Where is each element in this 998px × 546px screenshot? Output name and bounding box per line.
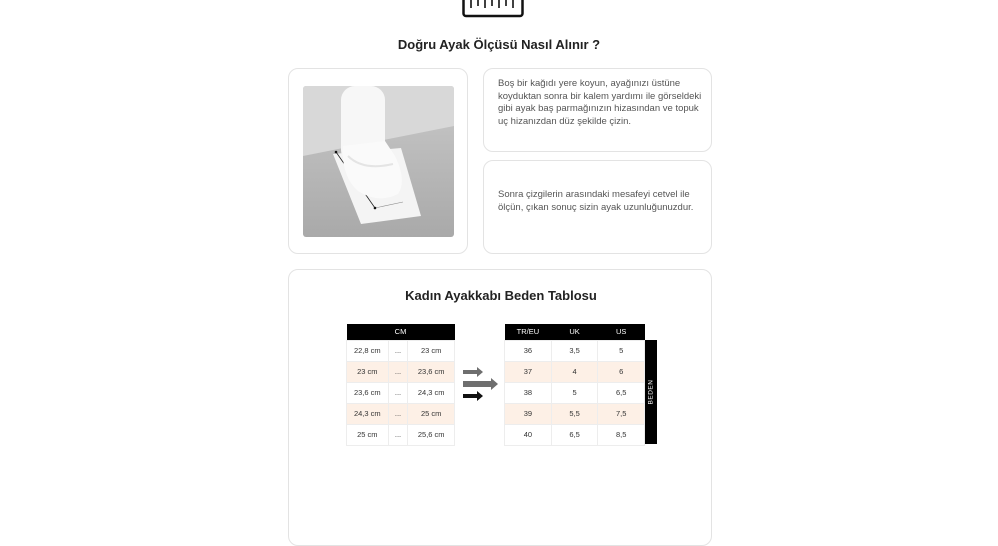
step-2-card xyxy=(483,160,712,254)
arrows-right-icon xyxy=(463,367,499,403)
table-row xyxy=(505,382,645,403)
cm-header: CM xyxy=(347,324,455,340)
cm-sep: ... xyxy=(388,424,408,445)
cm-to: 23 cm xyxy=(408,340,455,361)
col-header-tr-eu: TR/EU xyxy=(505,324,552,340)
size-uk: 3,5 xyxy=(551,340,598,361)
size-table-card xyxy=(288,269,712,546)
cm-from: 23 cm xyxy=(347,361,389,382)
cm-from: 23,6 cm xyxy=(347,382,389,403)
size-us: 7,5 xyxy=(598,403,645,424)
table-row xyxy=(505,424,645,445)
cm-sep: ... xyxy=(388,382,408,403)
beden-side-bar xyxy=(645,340,657,444)
cm-to: 25 cm xyxy=(408,403,455,424)
size-us: 6 xyxy=(598,361,645,382)
ruler-icon xyxy=(462,0,524,18)
cm-sep: ... xyxy=(388,403,408,424)
size-tr-eu: 38 xyxy=(505,382,552,403)
size-uk: 6,5 xyxy=(551,424,598,445)
cm-from: 24,3 cm xyxy=(347,403,389,424)
table-row xyxy=(347,382,455,403)
table-row xyxy=(505,340,645,361)
foot-photo-card xyxy=(288,68,468,254)
step-2-text: Sonra çizgilerin arasındaki mesafeyi cetvel ile ölçün, çıkan sonuç sizin ayak uzunluğunuzdur. xyxy=(498,189,694,213)
table-row xyxy=(347,403,455,424)
cm-to: 25,6 cm xyxy=(408,424,455,445)
table-row xyxy=(505,361,645,382)
col-header-us: US xyxy=(598,324,645,340)
size-tr-eu: 37 xyxy=(505,361,552,382)
step-1-text: Boş bir kağıdı yere koyun, ayağınızı üstüne koyduktan sonra bir kalem yardımı ile görseldeki gibi ayak baş parmağınızın hizasından ve topuk uç hizanızdan düz şekilde çizin. xyxy=(498,78,702,127)
foot-measure-photo xyxy=(303,86,454,237)
cm-table xyxy=(346,324,455,446)
size-table-title: Kadın Ayakkabı Beden Tablosu xyxy=(405,288,597,303)
size-us: 6,5 xyxy=(598,382,645,403)
table-row xyxy=(505,403,645,424)
cm-to: 24,3 cm xyxy=(408,382,455,403)
size-us: 5 xyxy=(598,340,645,361)
size-uk: 5,5 xyxy=(551,403,598,424)
cm-sep: ... xyxy=(388,361,408,382)
size-tr-eu: 39 xyxy=(505,403,552,424)
cm-to: 23,6 cm xyxy=(408,361,455,382)
size-uk: 4 xyxy=(551,361,598,382)
col-header-uk: UK xyxy=(551,324,598,340)
step-1-card xyxy=(483,68,712,152)
size-tr-eu: 40 xyxy=(505,424,552,445)
cm-from: 25 cm xyxy=(347,424,389,445)
beden-label: BEDEN xyxy=(647,379,655,405)
cm-sep: ... xyxy=(388,340,408,361)
size-uk: 5 xyxy=(551,382,598,403)
table-row xyxy=(347,361,455,382)
page-title: Doğru Ayak Ölçüsü Nasıl Alınır ? xyxy=(397,37,601,52)
size-tr-eu: 36 xyxy=(505,340,552,361)
shoe-size-table xyxy=(504,324,645,446)
table-row xyxy=(347,340,455,361)
table-row xyxy=(347,424,455,445)
size-us: 8,5 xyxy=(598,424,645,445)
cm-from: 22,8 cm xyxy=(347,340,389,361)
